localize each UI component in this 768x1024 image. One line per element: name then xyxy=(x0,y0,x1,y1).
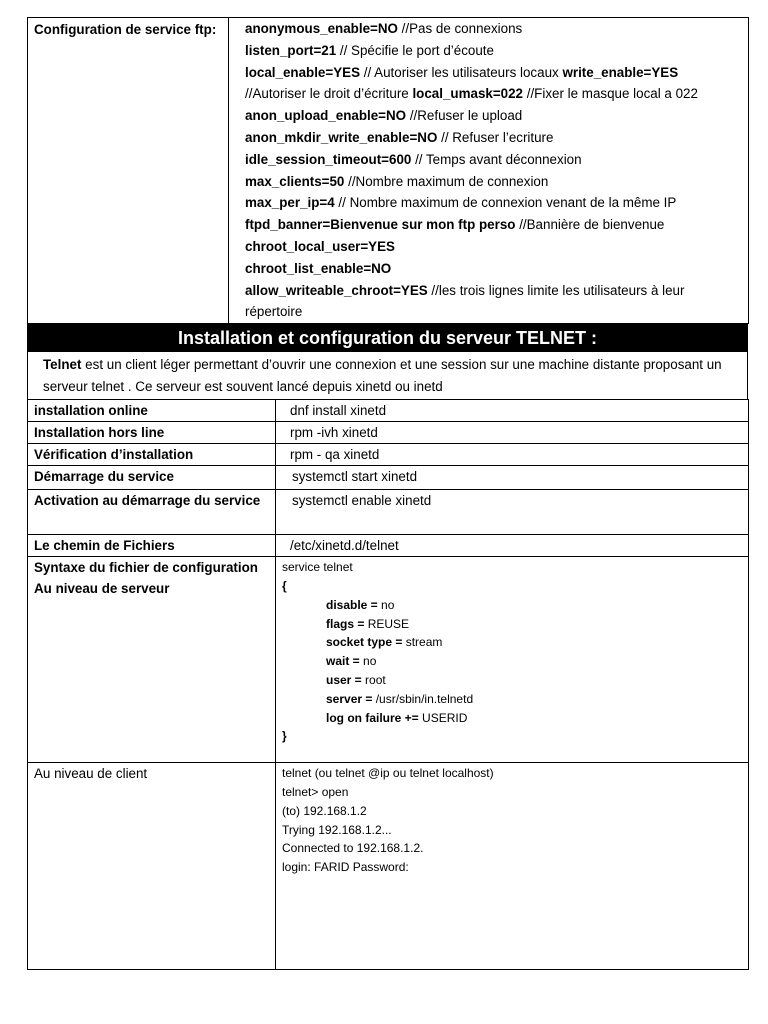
document-page xyxy=(27,17,748,970)
ftp-line: max_per_ip=4 // Nombre maximum de connexion venant de la même IP xyxy=(245,195,677,211)
table-row: Activation au démarrage du service systemctl enable xinetd xyxy=(28,490,749,535)
table-row: Démarrage du service systemctl start xinetd xyxy=(28,466,749,490)
ftp-line: anon_mkdir_write_enable=NO // Refuser l’ecriture xyxy=(245,129,554,145)
client-session-code: telnet (ou telnet @ip ou telnet localhost) telnet> open (to) 192.168.1.2 Trying 192.168.1.2... Connected to 192.168.1.2. login: FARID Password: xyxy=(276,763,749,970)
server-level-label: Au niveau de serveur xyxy=(34,581,170,597)
config-entry: user = root xyxy=(326,672,386,687)
telnet-table xyxy=(27,399,749,970)
table-row: Vérification d’installation rpm - qa xinetd xyxy=(28,444,749,466)
config-entry: disable = no xyxy=(326,597,395,612)
table-row: Installation hors line rpm -ivh xinetd xyxy=(28,422,749,444)
ftp-line: allow_writeable_chroot=YES //les trois lignes limite les utilisateurs à leur répertoire xyxy=(245,282,685,320)
table-row-client xyxy=(28,763,749,970)
ftp-config-lines xyxy=(229,18,749,324)
client-level-label: Au niveau de client xyxy=(28,763,276,970)
ftp-line: chroot_local_user=YES xyxy=(245,238,395,254)
ftp-line: max_clients=50 //Nombre maximum de connexion xyxy=(245,173,549,189)
server-config-label: Syntaxe du fichier de configuration xyxy=(34,560,258,576)
config-entry: flags = REUSE xyxy=(326,616,410,631)
telnet-intro-paragraph: Telnet est un client léger permettant d’ouvrir une connexion et une session sur une machine distante proposant un serveur telnet . Ce serveur est souvent lancé depuis xinetd ou inetd xyxy=(27,352,748,399)
ftp-line: idle_session_timeout=600 // Temps avant déconnexion xyxy=(245,151,582,167)
telnet-section-heading: Installation et configuration du serveur TELNET : xyxy=(27,324,748,352)
ftp-line: ftpd_banner=Bienvenue sur mon ftp perso //Bannière de bienvenue xyxy=(245,217,665,233)
table-row: installation online dnf install xinetd xyxy=(28,400,749,422)
config-entry: log on failure += USERID xyxy=(326,710,468,725)
table-row: Le chemin de Fichiers /etc/xinetd.d/telnet xyxy=(28,535,749,557)
ftp-line: local_enable=YES // Autoriser les utilisateurs locaux write_enable=YES //Autoriser le droit d’écriture local_umask=022 //Fixer le masque local a 022 xyxy=(245,64,698,102)
ftp-config-label: Configuration de service ftp: xyxy=(28,18,229,324)
ftp-line: chroot_list_enable=NO xyxy=(245,260,392,276)
server-config-code: service telnet { disable = no flags = REUSE socket type = stream wait = no user = root server = /usr/sbin/in.telnetd log on failure += USERID } xyxy=(276,557,749,763)
ftp-line: anon_upload_enable=NO //Refuser le upload xyxy=(245,108,523,124)
ftp-line: anonymous_enable=NO //Pas de connexions xyxy=(245,21,523,36)
ftp-line: listen_port=21 // Spécifie le port d’écoute xyxy=(245,42,494,58)
table-row-server-config xyxy=(28,557,749,763)
config-entry: socket type = stream xyxy=(326,635,443,650)
config-entry: server = /usr/sbin/in.telnetd xyxy=(326,691,474,706)
ftp-config-table xyxy=(27,17,749,324)
config-entry: wait = no xyxy=(326,654,377,669)
